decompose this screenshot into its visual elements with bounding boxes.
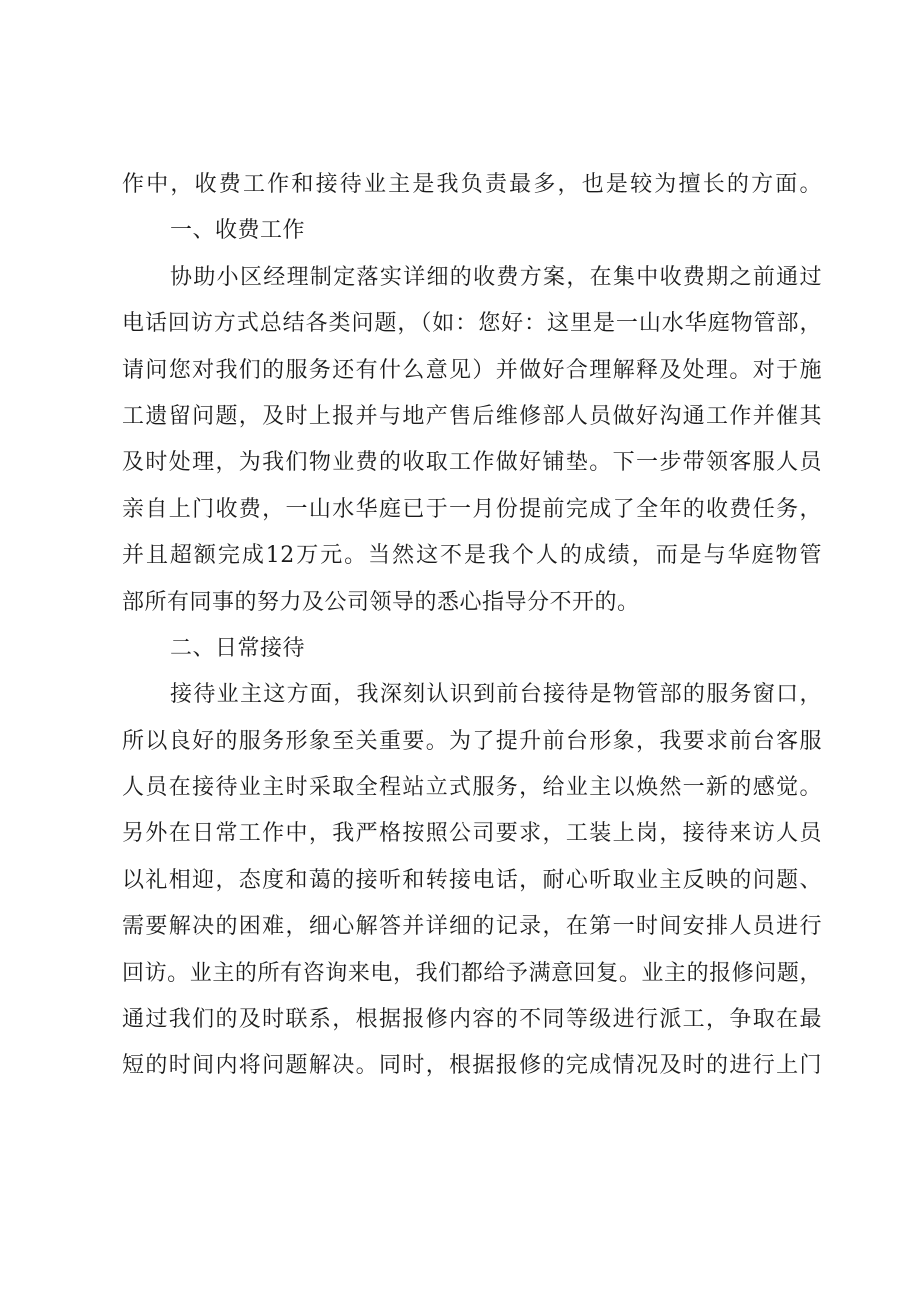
paragraph-line: 短的时间内将问题解决。同时，根据报修的完成情况及时的进行上门	[122, 1053, 822, 1079]
paragraph-line: 请问您对我们的服务还有什么意见）并做好合理解释及处理。对于施	[122, 357, 822, 383]
paragraph-line: 另外在日常工作中，我严格按照公司要求，工装上岗，接待来访人员	[122, 821, 822, 847]
section-heading-reception: 二、日常接待	[170, 635, 306, 661]
document-body	[122, 162, 822, 1090]
paragraph-line: 所以良好的服务形象至关重要。为了提升前台形象，我要求前台客服	[122, 728, 822, 754]
paragraph-line: 通过我们的及时联系，根据报修内容的不同等级进行派工，争取在最	[122, 1007, 822, 1033]
paragraph-line: 电话回访方式总结各类问题，（如：您好：这里是一山水华庭物管部，	[122, 311, 822, 337]
paragraph-line: 协助小区经理制定落实详细的收费方案，在集中收费期之前通过	[170, 264, 822, 290]
paragraph-line: 部所有同事的努力及公司领导的悉心指导分不开的。	[122, 589, 640, 615]
paragraph-line: 亲自上门收费，一山水华庭已于一月份提前完成了全年的收费任务，	[122, 496, 822, 522]
paragraph-line: 人员在接待业主时采取全程站立式服务，给业主以焕然一新的感觉。	[122, 775, 822, 801]
paragraph-line: 以礼相迎，态度和蔼的接听和转接电话，耐心听取业主反映的问题、	[122, 867, 822, 893]
paragraph-line: 需要解决的困难，细心解答并详细的记录，在第一时间安排人员进行	[122, 914, 822, 940]
paragraph-line: 作中，收费工作和接待业主是我负责最多，也是较为擅长的方面。	[122, 172, 822, 197]
paragraph-line: 回访。业主的所有咨询来电，我们都给予满意回复。业主的报修问题，	[122, 960, 822, 986]
section-heading-fees: 一、收费工作	[170, 218, 306, 244]
paragraph-line: 工遗留问题，及时上报并与地产售后维修部人员做好沟通工作并催其	[122, 403, 822, 429]
paragraph-line: 并且超额完成12万元。当然这不是我个人的成绩，而是与华庭物管	[122, 543, 822, 569]
paragraph-line: 接待业主这方面，我深刻认识到前台接待是物管部的服务窗口，	[170, 682, 822, 708]
paragraph-line: 及时处理，为我们物业费的收取工作做好铺垫。下一步带领客服人员	[122, 450, 822, 476]
